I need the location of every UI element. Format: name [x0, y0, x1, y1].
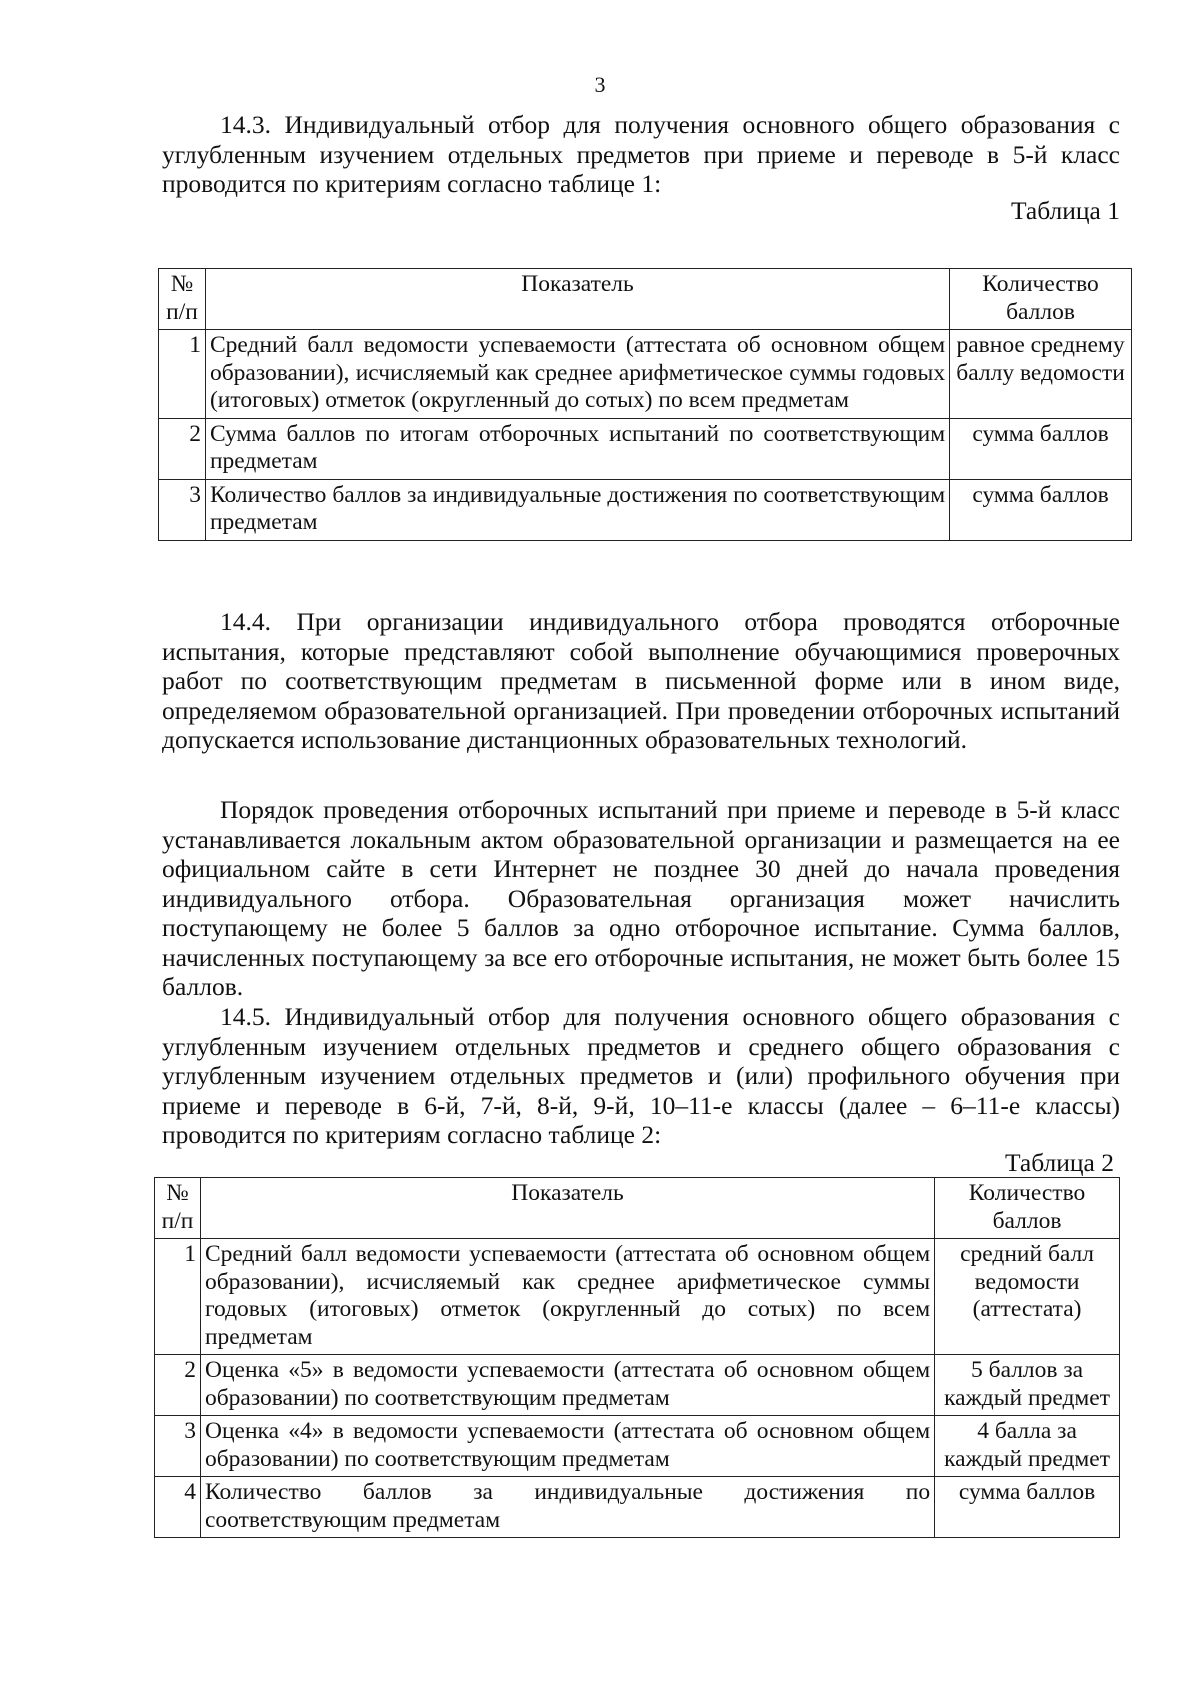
- row-indicator: Оценка «5» в ведомости успеваемости (аттестата об основном общем образовании) по соответствующим предметам: [200, 1355, 934, 1416]
- table-row: [155, 1416, 1120, 1477]
- row-indicator: Количество баллов за индивидуальные достижения по соответствующим предметам: [200, 1477, 934, 1538]
- section-14-4-paragraph-1: 14.4. При организации индивидуального отбора проводятся отборочные испытания, которые представляют собой выполнение обучающимися проверочных работ по соответствующим предметам в письменной форме или в ином виде, определяемом образовательной организацией. При проведении отборочных испытаний допускается использование дистанционных образовательных технологий.: [162, 607, 1120, 754]
- header-num: № п/п: [155, 1178, 201, 1239]
- table1-caption: Таблица 1: [1010, 196, 1120, 225]
- header-indicator: Показатель: [200, 1178, 934, 1239]
- row-points: сумма баллов: [935, 1477, 1120, 1538]
- row-points: средний балл ведомости (аттестата): [935, 1239, 1120, 1355]
- section-14-3: 14.3. Индивидуальный отбор для получения основного общего образования с углубленным изучением отдельных предметов при приеме и переводе в 5-й класс проводится по критериям согласно таблице 1:: [162, 110, 1120, 198]
- header-num: № п/п: [159, 269, 206, 330]
- row-points: сумма баллов: [950, 479, 1132, 540]
- row-num: 2: [155, 1355, 201, 1416]
- table-row: [155, 1239, 1120, 1355]
- row-points: равное среднему баллу ведомости: [950, 330, 1132, 419]
- table-row: [155, 1477, 1120, 1538]
- row-num: 1: [159, 330, 206, 419]
- row-indicator: Средний балл ведомости успеваемости (аттестата об основном общем образовании), исчисляемый как среднее арифметическое суммы годовых (итоговых) отметок (округленный до сотых) по всем предметам: [205, 330, 949, 419]
- table-row: [159, 479, 1132, 540]
- header-points: Количество баллов: [935, 1178, 1120, 1239]
- row-points: сумма баллов: [950, 418, 1132, 479]
- header-points: Количество баллов: [950, 269, 1132, 330]
- table-2: [154, 1177, 1120, 1538]
- table-header-row: [155, 1178, 1120, 1239]
- row-points: 4 балла за каждый предмет: [935, 1416, 1120, 1477]
- row-num: 1: [155, 1239, 201, 1355]
- row-indicator: Сумма баллов по итогам отборочных испытаний по соответствующим предметам: [205, 418, 949, 479]
- table-1: [158, 268, 1132, 541]
- table-row: [159, 330, 1132, 419]
- row-indicator: Средний балл ведомости успеваемости (аттестата об основном общем образовании), исчисляемый как среднее арифметическое суммы годовых (итоговых) отметок (округленный до сотых) по всем предметам: [200, 1239, 934, 1355]
- row-num: 3: [155, 1416, 201, 1477]
- table-header-row: [159, 269, 1132, 330]
- row-indicator: Количество баллов за индивидуальные достижения по соответствующим предметам: [205, 479, 949, 540]
- section-14-4-paragraph-2: Порядок проведения отборочных испытаний при приеме и переводе в 5-й класс устанавливается локальным актом образовательной организации и размещается на ее официальном сайте в сети Интернет не позднее 30 дней до начала проведения индивидуального отбора. Образовательная организация может начислить поступающему не более 5 баллов за одно отборочное испытание. Сумма баллов, начисленных поступающему за все его отборочные испытания, не может быть более 15 баллов.: [162, 795, 1120, 1001]
- section-14-5: 14.5. Индивидуальный отбор для получения основного общего образования с углубленным изучением отдельных предметов и среднего общего образования с углубленным изучением отдельных предметов и (или) профильного обучения при приеме и переводе в 6-й, 7-й, 8-й, 9-й, 10–11-е классы (далее – 6–11-е классы) проводится по критериям согласно таблице 2:: [162, 1002, 1120, 1149]
- row-num: 4: [155, 1477, 201, 1538]
- row-indicator: Оценка «4» в ведомости успеваемости (аттестата об основном общем образовании) по соответствующим предметам: [200, 1416, 934, 1477]
- table-row: [155, 1355, 1120, 1416]
- row-points: 5 баллов за каждый предмет: [935, 1355, 1120, 1416]
- row-num: 2: [159, 418, 206, 479]
- table-row: [159, 418, 1132, 479]
- page-number: 3: [594, 72, 606, 97]
- table2-caption: Таблица 2: [1004, 1148, 1114, 1177]
- header-indicator: Показатель: [205, 269, 949, 330]
- row-num: 3: [159, 479, 206, 540]
